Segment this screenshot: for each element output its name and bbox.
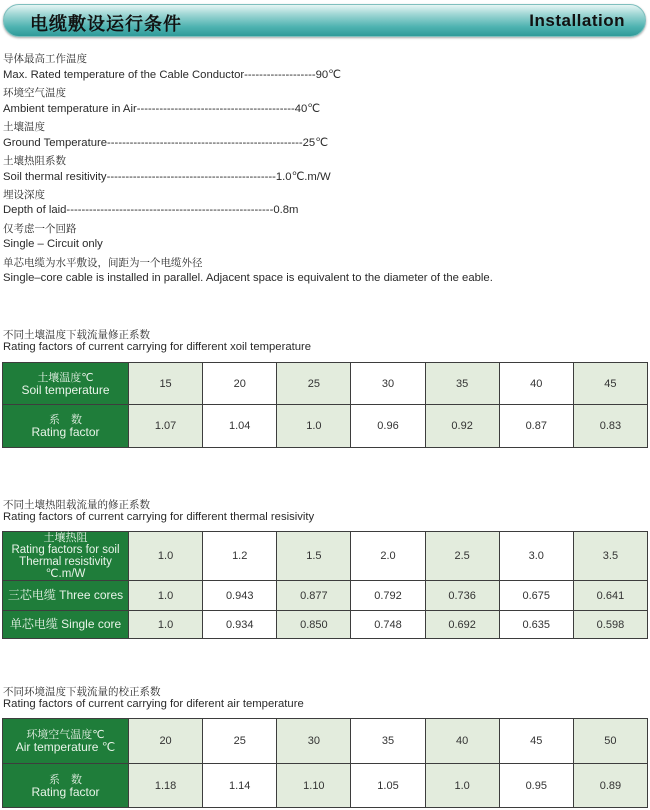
cell: 0.943 xyxy=(203,581,277,611)
condition-cn: 环境空气温度 xyxy=(3,87,66,99)
soil-temp-title-en: Rating factors of current carrying for different xoil temperature xyxy=(3,341,312,353)
cell: 1.2 xyxy=(203,532,277,581)
row-label xyxy=(3,764,129,808)
cell: 20 xyxy=(203,363,277,405)
cell: 0.675 xyxy=(499,581,573,611)
cell: 0.934 xyxy=(203,611,277,639)
cell: 3.5 xyxy=(573,532,647,581)
cell: 20 xyxy=(129,719,203,764)
label-cn: 环境空气温度℃ xyxy=(26,728,105,741)
cell: 0.83 xyxy=(573,405,647,448)
cell: 1.07 xyxy=(129,405,203,448)
condition-en: Ambient temperature in Air------------------------------------------40℃ xyxy=(3,103,320,115)
air-temp-title-cn: 不同环境温度下载流量的校正系数 xyxy=(3,686,161,698)
cell: 0.95 xyxy=(499,764,573,808)
cell: 0.850 xyxy=(277,611,351,639)
condition-en: Single – Circuit only xyxy=(3,238,103,250)
condition-cn: 土壤温度 xyxy=(3,121,45,133)
cell: 0.89 xyxy=(573,764,647,808)
cell: 1.14 xyxy=(203,764,277,808)
cell: 35 xyxy=(351,719,425,764)
cell: 1.0 xyxy=(129,611,203,639)
cell: 45 xyxy=(573,363,647,405)
row-label: 三芯电缆 Three cores xyxy=(3,581,129,611)
table-row xyxy=(3,532,648,581)
cell: 0.736 xyxy=(425,581,499,611)
label-en: Rating factor xyxy=(31,784,100,799)
cell: 25 xyxy=(203,719,277,764)
label-cn: 系 数 xyxy=(49,413,82,426)
cell: 1.04 xyxy=(203,405,277,448)
label-en: Rating factor xyxy=(31,425,100,439)
row-label: 单芯电缆 Single core xyxy=(3,611,129,639)
label-en: Air temperature ℃ xyxy=(15,740,116,754)
cell: 0.598 xyxy=(573,611,647,639)
table-row xyxy=(3,405,648,448)
table-row xyxy=(3,719,648,764)
section-header-bar xyxy=(3,4,646,37)
cell: 0.87 xyxy=(499,405,573,448)
label-cn: 系 数 xyxy=(49,772,82,786)
cell: 0.92 xyxy=(425,405,499,448)
row-label xyxy=(3,405,129,448)
cell: 1.0 xyxy=(129,581,203,611)
cell: 1.0 xyxy=(277,405,351,448)
cell: 1.05 xyxy=(351,764,425,808)
cell: 0.748 xyxy=(351,611,425,639)
table-row xyxy=(3,581,648,611)
thermal-title-en: Rating factors of current carrying for different thermal resisivity xyxy=(3,511,315,523)
soil-temp-table xyxy=(2,362,648,448)
header-title-en: Installation xyxy=(529,11,625,30)
soil-temp-title-cn: 不同土壤温度下载流量修正系数 xyxy=(3,329,150,341)
cell: 30 xyxy=(277,719,351,764)
header-title-cn: 电缆敷设运行条件 xyxy=(30,14,182,35)
cell: 3.0 xyxy=(499,532,573,581)
cell: 15 xyxy=(129,363,203,405)
cell: 0.877 xyxy=(277,581,351,611)
condition-cn: 单芯电缆为水平敷设，间距为一个电缆外径 xyxy=(3,257,203,269)
row-label xyxy=(3,363,129,405)
cell: 30 xyxy=(351,363,425,405)
condition-en: Depth of laid-------------------------------------------------------0.8m xyxy=(3,204,299,216)
cell: 0.792 xyxy=(351,581,425,611)
label-cn: 土壤温度℃ xyxy=(37,370,94,384)
label-en: Rating factors for soil xyxy=(11,544,120,556)
cell: 45 xyxy=(499,719,573,764)
cell: 1.10 xyxy=(277,764,351,808)
cell: 1.18 xyxy=(129,764,203,808)
air-temp-title-en: Rating factors of current carrying for diferent air temperature xyxy=(3,698,304,710)
condition-cn: 仅考虑一个回路 xyxy=(3,223,77,235)
cell: 0.96 xyxy=(351,405,425,448)
thermal-table xyxy=(2,531,648,639)
cell: 0.692 xyxy=(425,611,499,639)
cell: 0.641 xyxy=(573,581,647,611)
cell: 1.5 xyxy=(277,532,351,581)
condition-en: Max. Rated temperature of the Cable Conductor-------------------90℃ xyxy=(3,69,341,81)
label-en: Thermal resistivity ℃.m/W xyxy=(19,556,112,580)
air-temp-table xyxy=(2,718,648,808)
cell: 25 xyxy=(277,363,351,405)
cell: 0.635 xyxy=(499,611,573,639)
cell: 2.0 xyxy=(351,532,425,581)
table-row xyxy=(3,764,648,808)
thermal-title-cn: 不同土壤热阻载流量的修正系数 xyxy=(3,499,150,511)
cell: 35 xyxy=(425,363,499,405)
table-row xyxy=(3,363,648,405)
row-label xyxy=(3,719,129,764)
condition-cn: 土壤热阻系数 xyxy=(3,155,66,167)
cell: 40 xyxy=(499,363,573,405)
cell: 40 xyxy=(425,719,499,764)
cell: 1.0 xyxy=(425,764,499,808)
condition-en: Ground Temperature----------------------------------------------------25℃ xyxy=(3,137,328,149)
cell: 2.5 xyxy=(425,532,499,581)
condition-en: Single–core cable is installed in parallel. Adjacent space is equivalent to the diameter of the eable. xyxy=(3,272,493,284)
label-cn: 土壤热阻 xyxy=(43,531,88,544)
condition-en: Soil thermal resitivity---------------------------------------------1.0℃.m/W xyxy=(3,171,331,183)
label-en: Soil temperature xyxy=(21,382,110,397)
condition-cn: 导体最高工作温度 xyxy=(3,53,87,65)
row-label xyxy=(3,532,129,581)
condition-cn: 埋设深度 xyxy=(3,189,45,201)
table-row xyxy=(3,611,648,639)
cell: 50 xyxy=(573,719,647,764)
cell: 1.0 xyxy=(129,532,203,581)
